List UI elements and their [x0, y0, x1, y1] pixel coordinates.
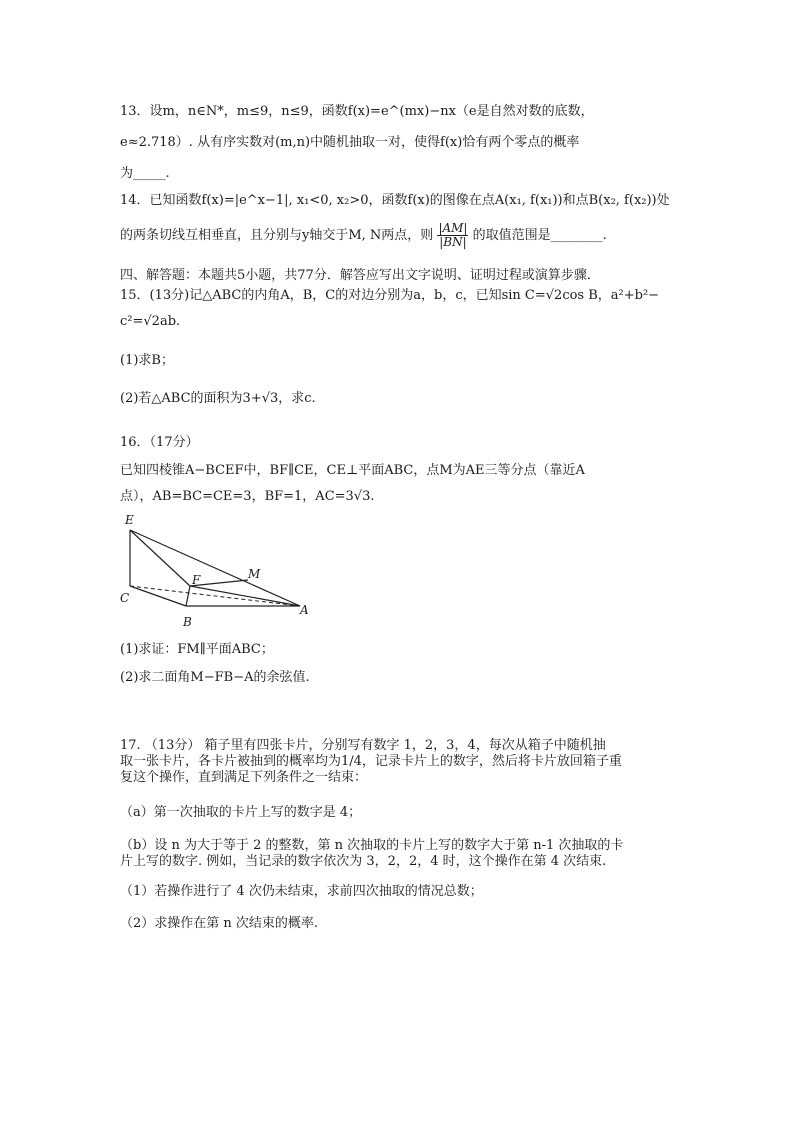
q14-line2	[120, 222, 607, 249]
label-E: E	[125, 513, 134, 527]
q17-line3: 复这个操作，直到满足下列条件之一结束：	[120, 770, 368, 785]
q15-line2: c²=√2ab.	[120, 314, 181, 329]
q14-line2-pre: 的两条切线互相垂直，且分别与y轴交于M, N两点，则	[120, 228, 434, 243]
q14-fraction	[437, 222, 468, 249]
label-B: B	[183, 615, 192, 629]
q17-line1: 17. （13分） 箱子里有四张卡片，分别写有数字 1，2，3，4，每次从箱子中随机抽	[120, 738, 606, 753]
q15-part1: (1)求B；	[120, 353, 174, 368]
q17-line2: 取一张卡片，各卡片被抽到的概率均为1/4，记录卡片上的数字，然后将卡片放回箱子重	[120, 754, 622, 769]
q14-frac-den: |BN|	[439, 235, 467, 249]
label-F: F	[192, 573, 201, 587]
q15-part2: (2)若△ABC的面积为3+√3，求c.	[120, 391, 316, 406]
q17-cond-b2: 片上写的数字. 例如，当记录的数字依次为 3，2，2，4 时，这个操作在第 4 次结束.	[120, 854, 607, 869]
q17-cond-a: （a）第一次抽取的卡片上写的数字是 4；	[120, 805, 362, 820]
q16-head: 16．（17分）	[120, 435, 199, 450]
section4-header: 四、解答题：本题共5小题，共77分．解答应写出文字说明、证明过程或演算步骤．	[120, 268, 600, 283]
label-C: C	[120, 591, 130, 605]
q16-line1: 已知四棱锥A−BCEF中，BF∥CE，CE⊥平面ABC，点M为AE三等分点（靠近A	[120, 463, 585, 478]
q14-frac-num: |AM|	[438, 221, 468, 235]
pyramid-figure	[116, 510, 316, 636]
q13-line2: e≈2.718）. 从有序实数对(m,n)中随机抽取一对，使得f(x)恰有两个零点的概率	[120, 135, 580, 150]
q16-line2: 点），AB=BC=CE=3，BF=1，AC=3√3.	[120, 489, 375, 504]
label-M: M	[248, 567, 261, 581]
q14-line2-post: 的取值范围是________.	[472, 228, 607, 243]
q14-line1: 14．已知函数f(x)=|e^x−1|, x₁<0, x₂>0，函数f(x)的图像在点A(x₁, f(x₁))和点B(x₂, f(x₂))处	[120, 193, 670, 208]
q17-part1: （1）若操作进行了 4 次仍未结束，求前四次抽取的情况总数；	[120, 884, 483, 899]
q17-cond-b1: （b）设 n 为大于等于 2 的整数，第 n 次抽取的卡片上写的数字大于第 n-1 次抽取的卡	[120, 838, 624, 853]
label-A: A	[300, 603, 309, 617]
q13-line1: 13．设m，n∈N*，m≤9，n≤9，函数f(x)=e^(mx)−nx（e是自然对数的底数，	[120, 104, 594, 119]
q16-part2: (2)求二面角M−FB−A的余弦值.	[120, 670, 310, 685]
q17-part2: （2）求操作在第 n 次结束的概率.	[120, 916, 319, 931]
q13-line3: 为_____.	[120, 166, 170, 181]
q16-part1: (1)求证：FM∥平面ABC；	[120, 642, 274, 657]
q15-line1: 15．(13分)记△ABC的内角A，B，C的对边分别为a，b，c，已知sin C=√2cos B，a²+b²−	[120, 288, 660, 303]
